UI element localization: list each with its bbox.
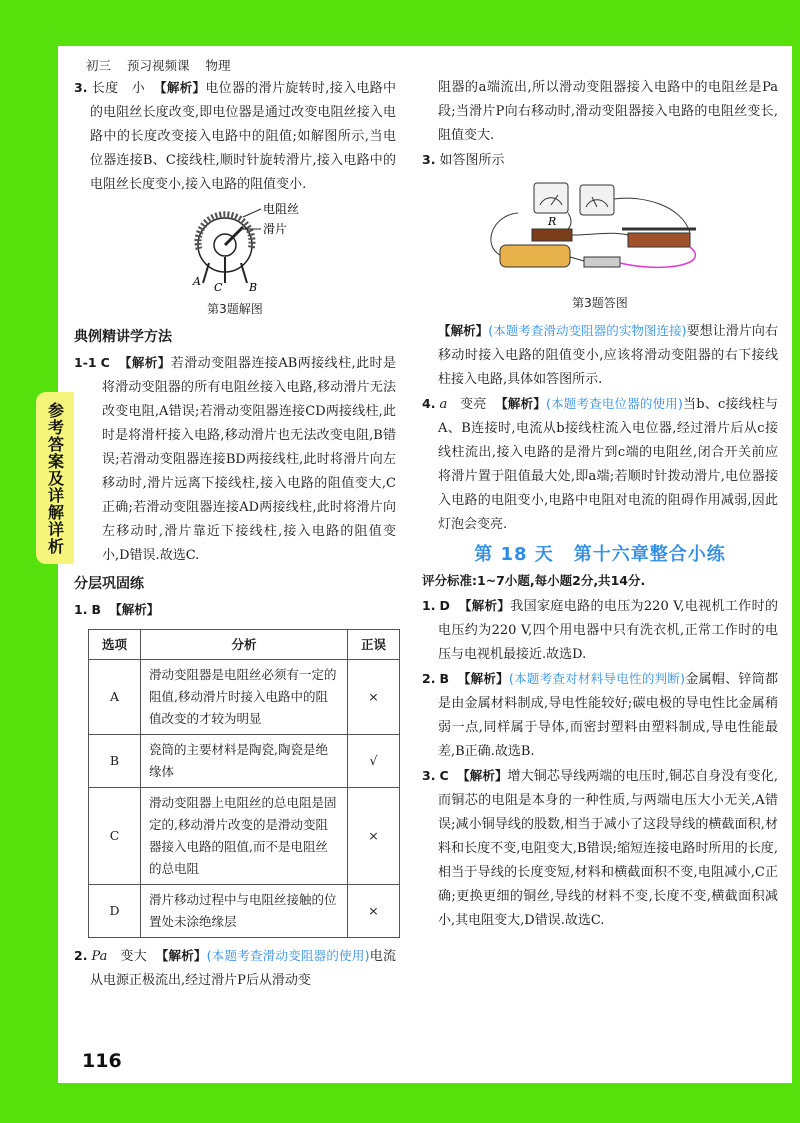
q3-caption: 第3题解图 (207, 302, 263, 316)
q3-answer-right: 3. 如答图所示 (422, 152, 505, 168)
header-subject: 物理 (205, 58, 231, 73)
side-tab: 参考答案及详解详析 (36, 392, 74, 564)
day18-q3-answer: 3. C 【解析】增大铜芯导线两端的电压时,铜芯自身没有变化,而铜芯的电阻是本身的一种性质,与两端电压大小无关,A错误;减小铜导线的股数,相当于减小了这段导线的横截面积,材料和长度不变,电阻变大,B错误;缩短连接电路时所用的长度,相当于导线的长度变短,材料和横截面积不变,电阻减小,C正确;更换更细的铜丝,导线的材料不变,长度不变,横截面积减小,其电阻变大,D错误.故选C. (422, 768, 778, 928)
label-wire: 电阻丝 (263, 202, 300, 216)
scoring-standard: 评分标准:1~7小题,每小题2分,共14分. (422, 573, 646, 588)
q1-1-answer: 1-1 C 【解析】若滑动变阻器连接AB两接线柱,此时是将滑动变阻器的所有电阻丝接入电路,移动滑片无法改变电阻,A错误;若滑动变阻器连接CD两接线柱,此时是将滑杆接入电路,移动滑片也无法改变电阻,B错误;若滑动变阻器连接BD两接线柱,此时将滑片向左移动时,滑片远离下接线柱,接入电路的阻值变大,C正确;若滑动变阻器连接AD两接线柱,此时将滑片向左移动时,滑片靠近下接线柱,接入电路的阻值变小,D错误.故选C. (74, 355, 396, 563)
section-title-examples: 典例精讲学方法 (74, 329, 172, 345)
table-row: A 滑动变阻器是电阻丝必须有一定的阻值,移动滑片时接入电路中的阻值改变的才较为明显 × (89, 660, 400, 735)
right-column (422, 76, 778, 933)
q2-answer: 2. Pa 变大 【解析】(本题考查滑动变阻器的使用)电流从电源正极流出,经过滑片P后从滑动变 (74, 948, 396, 988)
day-title: 第 18 天 第十六章整合小练 (474, 544, 726, 565)
label-a: A (193, 275, 201, 288)
table-header: 选项 (89, 630, 141, 660)
page-header (86, 56, 243, 74)
day18-q1-answer: 1. D 【解析】我国家庭电路的电压为220 V,电视机工作时的电压约为220 V,四个用电器中只有洗衣机,正常工作时的电压与电视机最接近.故选D. (422, 598, 778, 662)
circuit-diagram (422, 175, 778, 287)
table-header: 分析 (141, 630, 348, 660)
section-title-practice: 分层巩固练 (74, 576, 144, 592)
table-row: D 滑片移动过程中与电阻丝接触的位置处未涂绝缘层 × (89, 885, 400, 938)
header-course: 预习视频课 (127, 58, 190, 73)
top-border (0, 0, 800, 46)
q2-continued: 阻器的a端流出,所以滑动变阻器接入电路中的电阻丝是Pa段;当滑片P向右移动时,滑动变阻器接入电路的电阻丝变长,阻值变大. (438, 80, 778, 143)
left-column (74, 76, 396, 993)
potentiometer-figure (74, 199, 396, 293)
q4-answer: 4. a 变亮 【解析】(本题考查电位器的使用)当b、c接线柱与A、B连接时,电流从b接线柱流入电位器,经过滑片后从c接线柱流出,接入电路的是滑片到c端的电阻丝,闭合开关前应将滑片置于阻值最大处,即a端;若顺时针拨动滑片,电位器接入电路的电阻变小,电路中电阻对电流的阻碍作用减弱,因此灯泡会变亮. (422, 396, 778, 532)
q3-answer: 3. 长度 小 【解析】电位器的滑片旋转时,接入电路中的电阻丝长度改变,即电位器是通过改变电阻丝接入电路中的长度改变接入电路中的阻值;如解图所示,当电位器连接B、C接线柱,顺时针旋转滑片,接入电路中的电阻丝长度变小,接入电路的阻值变小. (74, 80, 396, 192)
label-r: R (548, 215, 557, 228)
right-border (792, 0, 800, 1123)
label-b: B (249, 281, 258, 293)
label-slider: 滑片 (263, 222, 288, 236)
q1-answer: 1. B 【解析】 (74, 602, 160, 617)
table-header: 正误 (348, 630, 400, 660)
day18-q2-answer: 2. B 【解析】(本题考查对材料导电性的判断)金属帽、锌筒都是由金属材料制成,导电性能较好;碳电极的导电性比金属稍弱一点,同样属于导体,而密封塑料由塑料制成,导电性能最差,B正确.故选B. (422, 671, 778, 759)
table-row: B 瓷筒的主要材料是陶瓷,陶瓷是绝缘体 √ (89, 735, 400, 788)
label-c: C (214, 281, 223, 293)
page-number: 116 (82, 1050, 122, 1072)
table-row: C 滑动变阻器上电阻丝的总电阻是固定的,移动滑片改变的是滑动变阻器接入电路的阻值,而不是电阻丝的总电阻 × (89, 788, 400, 885)
potentiometer-diagram (75, 199, 395, 293)
analysis-table (88, 629, 400, 938)
q3-answer-caption: 第3题答图 (572, 296, 628, 310)
bottom-border (0, 1083, 800, 1123)
header-grade: 初三 (86, 58, 112, 73)
q3-explain: 【解析】(本题考查滑动变阻器的实物图连接)要想让滑片向右移动时接入电路的阻值变小,应该将滑动变阻器的右下接线柱接入电路,具体如答图所示. (438, 323, 778, 387)
circuit-figure (422, 175, 778, 287)
